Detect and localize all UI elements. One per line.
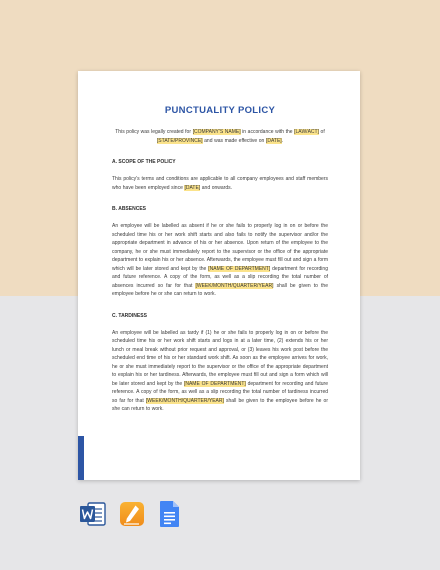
section-b-department-placeholder: [NAME OF DEPARTMENT] (208, 265, 271, 272)
section-a-paragraph (112, 175, 328, 192)
document-title: PUNCTUALITY POLICY (164, 105, 276, 116)
date-placeholder: [DATE] (265, 137, 282, 144)
intro-text-3: of (318, 129, 325, 135)
section-c-text-1: An employee will be labelled as tardy if (1) he or she fails to properly log in on or before the scheduled time his or her work shift starts and logs in at a later time, (2) extends his or her lunch or meal break without prior request and approval, or (3) leaves his work post before the scheduled end time of his or her standard work shift. As soon as the employee arrives for work, he or she must immediately report to the supervisor or the office of the appropriate department to explain his or her tardiness. Afterwards, the employee must fill out and sign a form which will be later stored and kept by the (112, 329, 328, 387)
section-b-heading: B. ABSENCES (112, 206, 146, 212)
document-content (112, 105, 328, 414)
word-icon[interactable] (79, 500, 107, 533)
section-b-period-placeholder: [WEEK/MONTH/QUARTER/YEAR] (195, 282, 274, 289)
intro-paragraph (112, 128, 328, 145)
pages-icon[interactable] (118, 500, 146, 533)
intro-text-5: . (281, 137, 284, 144)
company-name-placeholder: [COMPANY'S NAME] (192, 129, 241, 135)
section-a-text-2: and onwards. (200, 184, 232, 191)
page-accent-bar (78, 436, 84, 480)
intro-text-2: in accordance with the (240, 129, 295, 135)
section-c-text-2: department for recording and future reference. A copy of the form, as well as a slip recording the total number of tardiness incurred so far for that (112, 380, 328, 404)
section-b-text-1: An employee will be labelled as absent if he or she fails to properly log in on or before the scheduled time his or her work shift starts and also fails to notify the supervisor and/or the appropriate department in advance of his or her absence. Upon return of the employee to the company, he or she must immediately report to the supervisor or the office of the appropriate department to explain his or her absence. Afterwards, the employee must fill out and sign a form which will be later stored and kept by the (112, 223, 328, 272)
section-c-text-3: shall be given to the employee before he or she can return to work. (112, 397, 328, 412)
section-c-period-placeholder: [WEEK/MONTH/QUARTER/YEAR] (145, 397, 224, 404)
google-docs-icon[interactable] (158, 500, 182, 533)
section-c-department-placeholder: [NAME OF DEPARTMENT] (183, 380, 246, 387)
section-c-heading: C. TARDINESS (112, 312, 147, 319)
section-b-paragraph (112, 222, 328, 299)
section-b-text-3: shall be given to the employee before he or she can return to work. (112, 282, 328, 297)
section-a-text-1: This policy's terms and conditions are applicable to all company employees and staff members who have been employed since (112, 176, 328, 191)
document-page (78, 71, 360, 480)
section-a-heading: A. SCOPE OF THE POLICY (112, 159, 176, 165)
section-b-text-2: department for recording and future reference. A copy of the form, as well as a slip recording the total number of absences incurred so far for that (112, 265, 328, 289)
law-act-placeholder: [LAW/ACT] (294, 129, 319, 135)
state-province-placeholder: [STATE/PROVINCE] (156, 137, 203, 144)
section-c-paragraph (112, 329, 328, 414)
intro-text-1: This policy was legally created for (115, 129, 193, 135)
section-a-date-placeholder: [DATE] (184, 184, 201, 191)
intro-text-4: and was made effective on (202, 137, 266, 144)
